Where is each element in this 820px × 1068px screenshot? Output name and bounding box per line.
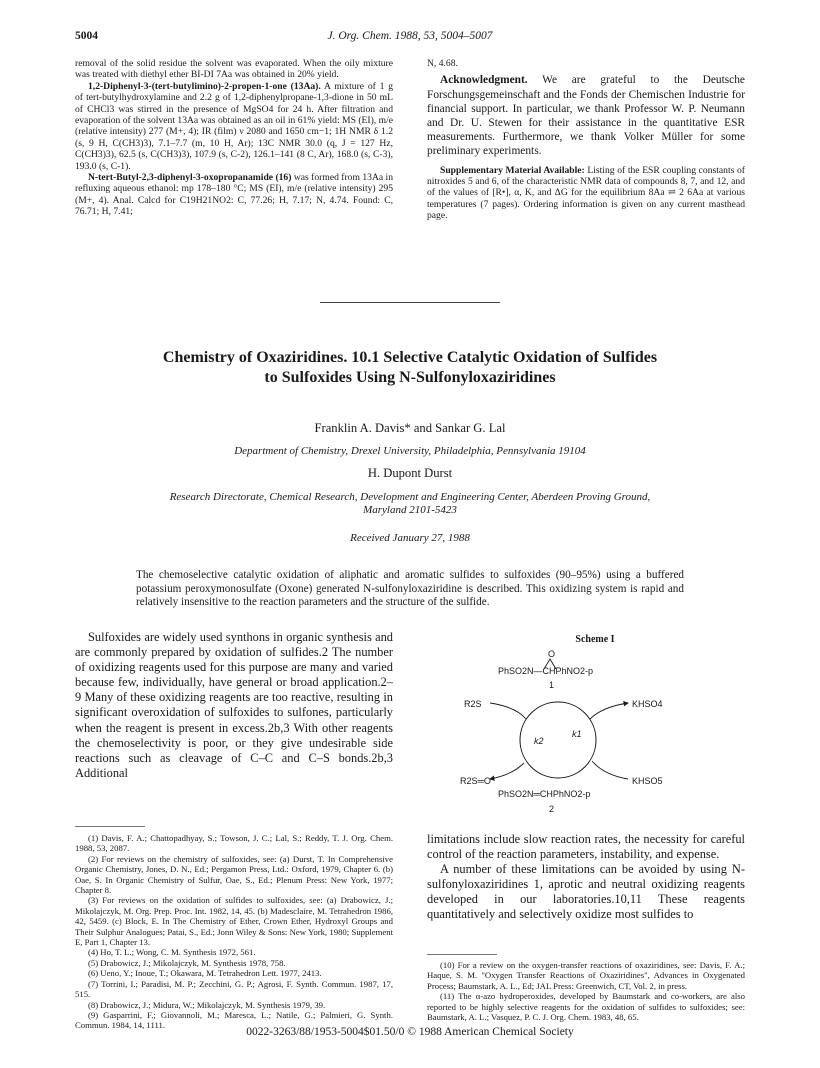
page-number: 5004 — [75, 30, 98, 42]
scheme-diagram — [460, 645, 730, 820]
supplementary-material — [427, 165, 745, 222]
title-line-2: to Sulfoxides Using N-Sulfonyloxaziridines — [264, 369, 556, 386]
compound-heading: N-tert-Butyl-2,3-diphenyl-3-oxopropanamide (16) — [88, 172, 292, 184]
sulfide-in-arrow — [490, 703, 526, 719]
footnote: (10) For a review on the oxygen-transfer reactions of oxaziridines, see: Davis, F. A.; Haque, S. M. "Oxygen Transfer Reactions of Oxaziridines", Advances in Oxygenated Process; Baumstark, A. L., Ed; JAL Press: Greenwich, CT, Vol. 2, in press. — [427, 960, 745, 991]
title-line-1: Chemistry of Oxaziridines. 10.1 Selective Catalytic Oxidation of Sulfides — [162, 349, 658, 366]
khso5-in-arrow — [592, 761, 628, 779]
khso5-label: KHSO5 — [632, 776, 663, 786]
received-date: Received January 27, 1988 — [350, 532, 470, 544]
authors: Franklin A. Davis* and Sankar G. Lal — [314, 421, 506, 435]
oxaziridine-formula: PhSO2N—CHPhNO2-p — [498, 666, 594, 676]
sulfoxide-label: R2S═O — [460, 776, 491, 786]
scheme-label: Scheme I — [575, 634, 615, 645]
acknowledgment — [427, 73, 745, 158]
sulfide-label: R2S — [464, 699, 482, 709]
acknowledgment-heading: Acknowledgment. — [440, 74, 528, 87]
supplementary-text: Listing of the ESR coupling constants of nitroxides 5 and 6, of the characteristic NMR data of compounds 8, 7, and 12, and of the values of [R•], α, K, and ΔG for the equilibrium 8Aa ⇌ 2 6Aa at various temperatures (7 pages). Ordering information is given on any current masthead page. — [427, 164, 745, 222]
khso4-label: KHSO4 — [632, 699, 663, 709]
compound-text: A mixture of 1 g of tert-butylhydroxylamine and 2.2 g of 1,2-diphenylpropane-1,3-dione in 50 mL of CHCl3 was stirred in the presence of MgSO4 for 24 h. After filtration and evaporation of the solvent 13Aa was obtained as an oil in 61% yield: MS (EI), m/e (relative intensity) 277 (M+, 4); IR (film) ν 2080 and 1650 cm−1; 1H NMR δ 1.2 (s, 9 H, C(CH3)3), 7.1–7.7 (m, 10 H, Ar); 13C NMR 30.0 (q, J = 127 Hz, C(CH3)3), 62.5 (s, C(CH3)3), 107.9 (s, C-2), 126.1–141 (8 C, Ar), 168.0 (s, C-3), 193.0 (s, C-1). — [75, 80, 393, 172]
catalytic-cycle — [520, 702, 596, 778]
experimental-paragraph — [75, 81, 393, 172]
oxygen-atom: O — [548, 649, 556, 659]
footnote: (9) Gasparrini, F.; Giovannoli, M.; Maresca, L.; Natile, G.; Palmieri, G. Synth. Commun. 1984, 14, 1111. — [75, 1009, 393, 1031]
previous-article-left-column — [75, 58, 393, 218]
affiliation-1: Department of Chemistry, Drexel University, Philadelphia, Pennsylvania 19104 — [234, 445, 586, 457]
continuation-text: N, 4.68. — [427, 58, 458, 69]
rate-constant-k1: k1 — [572, 729, 582, 739]
imine-formula: PhSO2N═CHPhNO2-p — [498, 789, 591, 799]
footnote: (6) Ueno, Y.; Inoue, T.; Okawara, M. Tetrahedron Lett. 1977, 2413. — [88, 968, 322, 979]
footnote-rule — [427, 954, 497, 955]
footnote: (7) Torrini, I.; Paradisi, M. P.; Zecchini, G. P.; Agrosi, F. Synth. Commun. 1987, 17, 515. — [75, 978, 393, 1000]
body-paragraph: limitations include slow reaction rates, the necessity for careful control of the reaction parameters, instability, and expense. — [427, 832, 745, 862]
supplementary-heading: Supplementary Material Available: — [440, 164, 585, 176]
footnote: (5) Drabowicz, J.; Mikolajczyk, M. Synthesis 1978, 758. — [88, 957, 286, 968]
copyright-footer: 0022-3263/88/1953-5004$01.50/0 © 1988 American Chemical Society — [246, 1026, 574, 1038]
article-title — [120, 348, 700, 388]
sulfoxide-out-arrow — [490, 763, 524, 779]
affiliation-2-line-2: Maryland 2101-5423 — [363, 504, 457, 517]
body-left-column: Sulfoxides are widely used synthons in organic synthesis and are commonly prepared by oxidation of sulfides.2 The number of oxidizing reagents used for this purpose are many and varied because few, individually, have general or broad application.2–9 Many of these oxidizing reagents are too reactive, resulting in significant overoxidation of sulfoxides to sulfones, particularly when the reagent is present in excess.2b,3 With other reagents the chemoselectivity is poor, or they give undesirable side reactions such as cleavage of C–C and C–S bonds.2b,3 Additional — [75, 630, 393, 780]
footnote: (11) The α-azo hydroperoxides, developed by Baumstark and co-workers, are also reported to be highly selective reagents for the oxidation of sulfides to sulfoxides; see: Baumstark, A. L.; Vasquez, P. C. J. Org. Chem. 1983, 48, 65. — [427, 991, 745, 1023]
footnotes-right — [427, 960, 745, 1022]
abstract: The chemoselective catalytic oxidation of aliphatic and aromatic sulfides to sulfoxides (90–95%) using a buffered potassium peroxymonosulfate (Oxone) generated N-sulfonyloxaziridine is described. This oxidizing system is rapid and relatively insensitive to the reaction parameters and the structure of the sulfide. — [136, 569, 684, 609]
footnote: (1) Davis, F. A.; Chattopadhyay, S.; Towson, J. C.; Lal, S.; Reddy, T. J. Org. Chem. 1988, 53, 2087. — [75, 833, 393, 854]
experimental-paragraph — [75, 172, 393, 218]
rate-constant-k2: k2 — [534, 736, 544, 746]
footnote: (4) Ho, T. L.; Wong, C. M. Synthesis 1972, 561. — [88, 947, 256, 958]
footnote: (2) For reviews on the chemistry of sulfoxides, see: (a) Durst, T. In Comprehensive Organic Chemistry, Jones, D. N., Ed.; Pergamon Press, Ltd.: Oxford, 1979, Chapter 6. (b) Oae, S. In Organic Chemistry of Sulfur, Oae, S., Ed.; Plenum Press: New York, 1977; Chapter 8. — [75, 853, 393, 896]
footnote-rule — [75, 826, 145, 827]
body-paragraph: A number of these limitations can be avoided by using N-sulfonyloxaziridines 1, aprotic and neutral oxidizing reagents developed in our laboratories.10,11 These reagents quantitatively and selectively oxidize most sulfides to — [427, 862, 745, 922]
affiliation-2 — [120, 491, 700, 518]
footnote: (3) For reviews on the oxidation of sulfides to sulfoxides, see: (a) Drabowicz, J.; Mikolajczyk, M. Org. Prep. Proc. Int. 1982, 14, 45. (b) Madesclaire, M. Tetrahedron 1986, 42, 5459. (c) Block, E. In The Chemistry of Ether, Crown Ether, Hydroxyl Groups and Their Sulphur Analogues; Patai, S., Ed.; Jonn Wiley & Sons: New York, 1980; Supplement E, Part 1, Chapter 13. — [75, 895, 393, 948]
acknowledgment-text: We are grateful to the Deutsche Forschungsgemeinschaft and the Fonds der Chemischen Industrie for financial support. In particular, we thank Professor W. P. Neumann and Dr. U. Stewen for their assistance in the quantitative ESR measurements. Furthermore, we thank Volker Müller for some preliminary experiments. — [427, 74, 745, 158]
footnotes-left — [75, 833, 393, 1031]
running-header: J. Org. Chem. 1988, 53, 5004–5007 — [327, 30, 493, 42]
article-separator-rule — [320, 302, 500, 303]
affiliation-2-line-1: Research Directorate, Chemical Research, Development and Engineering Center, Aberdeen Proving Ground, — [169, 491, 651, 503]
compound-heading: 1,2-Diphenyl-3-(tert-butylimino)-2-propen-1-one (13Aa). — [88, 80, 321, 92]
compound-number-1: 1 — [549, 680, 555, 690]
compound-number-2: 2 — [549, 804, 555, 814]
khso4-out-arrow — [590, 703, 628, 719]
previous-article-right-column — [427, 58, 745, 222]
footnote: (8) Drabowicz, J.; Midura, W.; Mikolajczyk, M. Synthesis 1979, 39. — [88, 999, 326, 1010]
body-right-column — [427, 832, 745, 923]
compound-text: was formed from 13Aa in refluxing aqueous ethanol: mp 178–180 °C; MS (EI), m/e (relative intensity) 295 (M+, 4). Anal. Calcd for C19H21NO2: C, 77.26; H, 7.17; N, 4.74. Found: C, 76.71; H, 7.41; — [75, 172, 393, 218]
author-2: H. Dupont Durst — [367, 466, 453, 480]
experimental-paragraph: removal of the solid residue the solvent was evaporated. When the oily mixture was treated with diethyl ether BI-DI 7Aa was obtained in 20% yield. — [75, 58, 393, 81]
